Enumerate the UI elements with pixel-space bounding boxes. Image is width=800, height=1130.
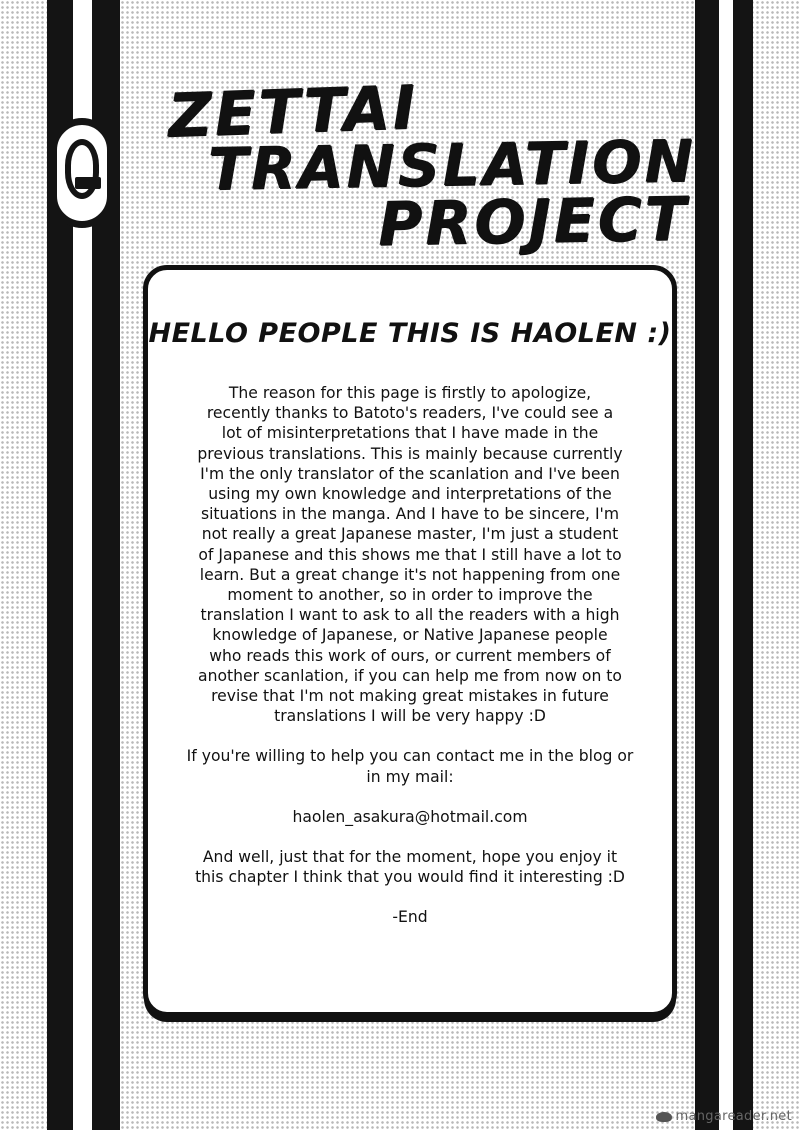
title-line-3: PROJECT (377, 184, 690, 260)
notice-heading: HELLO PEOPLE THIS IS HAOLEN :) (148, 318, 672, 349)
title-line-1: ZETTAI (166, 72, 419, 152)
body-line: The reason for this page is firstly to apologize, (228, 384, 592, 402)
emblem-ring (65, 139, 99, 199)
body-line: learn. But a great change it's not happening from one (199, 565, 621, 584)
body-line: translation I want to ask to all the readers with a high (200, 606, 620, 625)
body-line: revise that I'm not making great mistakes in future (211, 687, 609, 706)
right-stripe-inner (695, 0, 719, 1130)
paragraph-gap (170, 827, 650, 847)
body-line: moment to another, so in order to improve the (227, 586, 593, 605)
body-line: lot of misinterpretations that I have made in the (221, 424, 599, 443)
end-marker: -End (392, 908, 428, 927)
right-stripe-outer (733, 0, 753, 1130)
emblem-notch (75, 177, 101, 189)
body-line: not really a great Japanese master, I'm just a student (201, 525, 619, 544)
body-line: situations in the manga. And I have to be sincere, I'm (200, 505, 620, 524)
paragraph-gap (170, 887, 650, 907)
body-line: previous translations. This is mainly because currently (197, 444, 623, 463)
paragraph-gap (170, 726, 650, 746)
watermark-logo-icon (656, 1112, 672, 1122)
notice-panel (143, 265, 677, 1017)
contact-email: haolen_asakura@hotmail.com (292, 807, 528, 826)
watermark (656, 1109, 792, 1124)
watermark-text: mangareader.net (675, 1109, 792, 1124)
emblem-icon (50, 118, 114, 228)
paragraph-gap (170, 787, 650, 807)
right-stripe-gap (719, 0, 733, 1130)
title-line-2: TRANSLATION (207, 126, 697, 204)
body-line: another scanlation, if you can help me from now on to (198, 666, 622, 685)
body-line: recently thanks to Batoto's readers, I've could see a (206, 404, 614, 423)
notice-body (170, 383, 650, 928)
body-line: translations I will be very happy :D (274, 707, 546, 726)
body-line: of Japanese and this shows me that I still have a lot to (198, 545, 622, 564)
body-line: knowledge of Japanese, or Native Japanese people (212, 626, 608, 645)
contact-line: If you're willing to help you can contact me in the blog or (186, 747, 634, 766)
body-line: who reads this work of ours, or current members of (209, 646, 611, 665)
contact-line: in my mail: (366, 767, 454, 786)
body-line: using my own knowledge and interpretations of the (208, 485, 612, 504)
body-line: I'm the only translator of the scanlation and I've been (200, 464, 620, 483)
closing-line: And well, just that for the moment, hope you enjoy it (202, 848, 618, 867)
closing-line: this chapter I think that you would find it interesting :D (195, 868, 625, 887)
